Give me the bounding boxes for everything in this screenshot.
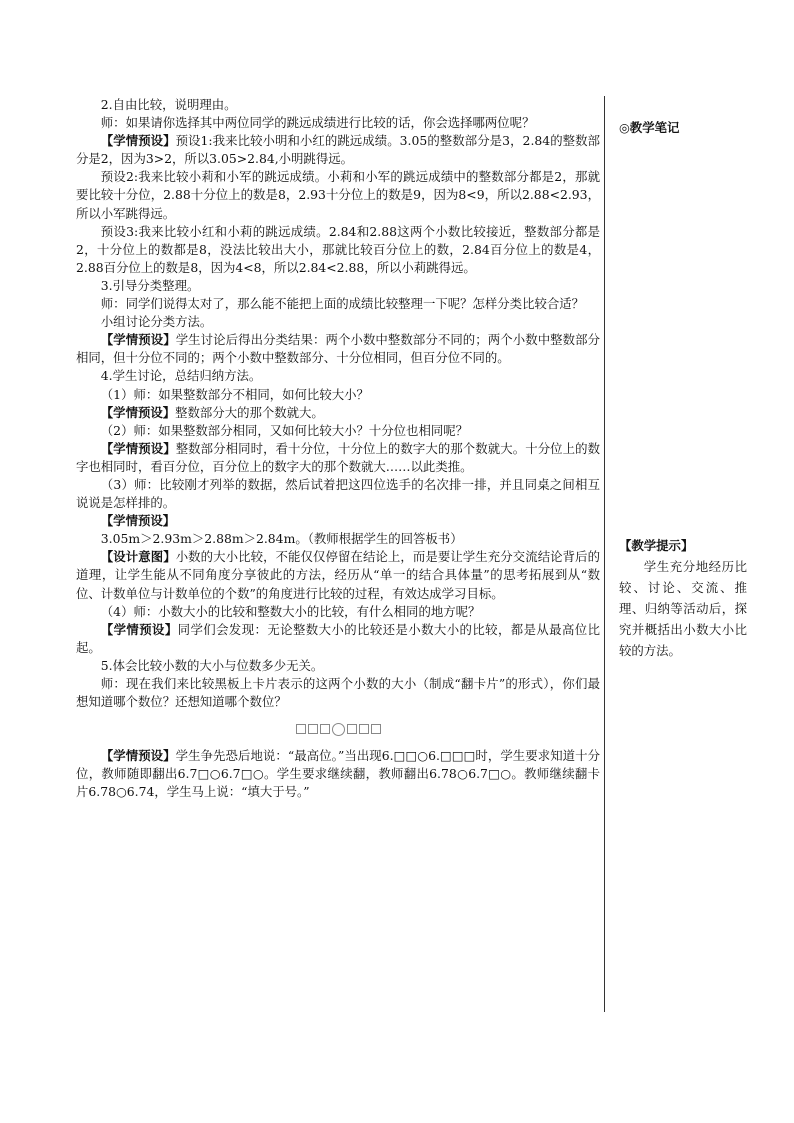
paragraph: 3.05m＞2.93m＞2.88m＞2.84m。（教师根据学生的回答板书） [100,531,463,547]
main-content [76,96,600,801]
box-icon [371,724,381,734]
paragraph: 【学情预设】整数部分相同时，看十分位，十分位上的数字大的那个数就大。十分位上的数字也相同时，看百分位，百分位上的数字大的那个数就大……以此类推。 [76,440,601,474]
paragraph: 预设2:我来比较小莉和小军的跳远成绩。小莉和小军的跳远成绩中的整数部分都是2，那就要比较十分位，2.88十分位上的数是8，2.93十分位上的数是9，因为8<9，所以2.88<2.93，所以小军跳得远。 [76,169,600,221]
label-tag: 【学情预设】 [100,621,178,637]
paragraph: （2）师：如果整数部分相同，又如何比较大小？十分位也相同呢？ [100,422,469,438]
paragraph: 【设计意图】小数的大小比较，不能仅仅停留在结论上，而是要让学生充分交流结论背后的道理，让学生能从不同角度分享彼此的方法，经历从“单一的结合具体量”的思考拓展到从“数位、计数单位与计数单位的个数”的角度进行比较的过程，有效达成学习目标。 [76,549,601,601]
paragraph: 【学情预设】学生讨论后得出分类结果：两个小数中整数部分不同的；两个小数中整数部分相同，但十分位不同的；两个小数中整数部分、十分位相同，但百分位不同的。 [76,332,601,366]
column-divider [604,96,605,1012]
box-icon [359,724,369,734]
circle-icon [332,723,345,736]
label-tag: 【学情预设】 [100,748,176,764]
paragraph: 4.学生讨论，总结归纳方法。 [100,368,262,384]
paragraph: （3）师：比较刚才列举的数据，然后试着把这四位选手的名次排一排，并且同桌之间相互说说是怎样排的。 [76,476,600,511]
paragraph: （1）师：如果整数部分不相同，如何比较大小？ [100,386,369,402]
teaching-tips [619,536,747,661]
box-icon [296,724,306,734]
label-tag: 【学情预设】 [100,404,176,420]
paragraph: 2.自由比较，说明理由。 [100,97,237,112]
paragraph: 师：现在我们来比较黑板上卡片表示的这两个小数的大小（制成“翻卡片”的形式），你们最想知道哪个数位？还想知道哪个数位？ [76,676,600,710]
label-tag: 【学情预设】 [100,440,176,456]
label-tag: 【学情预设】 [100,133,176,149]
paragraph: 【学情预设】学生争先恐后地说：“最高位。”当出现6.□□○6.□□□时，学生要求知道十分位，教师随即翻出6.7□○6.7□○。学生要求继续翻，教师翻出6.78○6.7□○。教师继续翻卡片6.78○6.74，学生马上说：“填大于号。” [76,748,601,800]
paragraph: 师：如果请你选择其中两位同学的跳远成绩进行比较的话，你会选择哪两位呢？ [100,115,535,131]
box-icon [320,724,330,734]
paragraph: 预设3:我来比较小红和小莉的跳远成绩。2.84和2.88这两个小数比较接近，整数部分都是2，十分位上的数都是8，没法比较出大小，那就比较百分位上的数，2.84百分位上的数是4，2.88百分位上的数是8，因为4<8，所以2.84<2.88，所以小莉跳得远。 [76,223,600,275]
card-placeholder-decoration [76,711,600,747]
label-tag: 【学情预设】 [100,513,176,529]
box-icon [308,724,318,734]
box-icon [347,724,357,734]
paragraph: （4）师：小数大小的比较和整数大小的比较，有什么相同的地方呢？ [100,603,481,619]
paragraph: 【学情预设】预设1:我来比较小明和小红的跳远成绩。3.05的整数部分是3，2.84的整数部分是2，因为3>2，所以3.05>2.84,小明跳得远。 [76,133,601,167]
paragraph: 小组讨论分类方法。 [100,314,213,330]
label-tag: 【设计意图】 [100,549,176,565]
paragraph: 师：同学们说得太对了，那么能不能把上面的成绩比较整理一下呢？怎样分类比较合适？ [100,296,585,312]
teaching-tips-body: 学生充分地经历比较、讨论、交流、推理、归纳等活动后，探究并概括出小数大小比较的方法。 [619,559,747,658]
paragraph: 3.引导分类整理。 [100,277,200,293]
paragraph: 5.体会比较小数的大小与位数多少无关。 [100,657,324,673]
label-tag: 【学情预设】 [100,332,176,348]
paragraph: 【学情预设】同学们会发现：无论整数大小的比较还是小数大小的比较，都是从最高位比起。 [76,621,601,655]
teaching-tips-title: 【教学提示】 [619,538,694,553]
teaching-notes-title: ◎教学笔记 [619,120,680,135]
paragraph [76,512,600,530]
paragraph: 【学情预设】整数部分大的那个数就大。 [100,404,324,420]
